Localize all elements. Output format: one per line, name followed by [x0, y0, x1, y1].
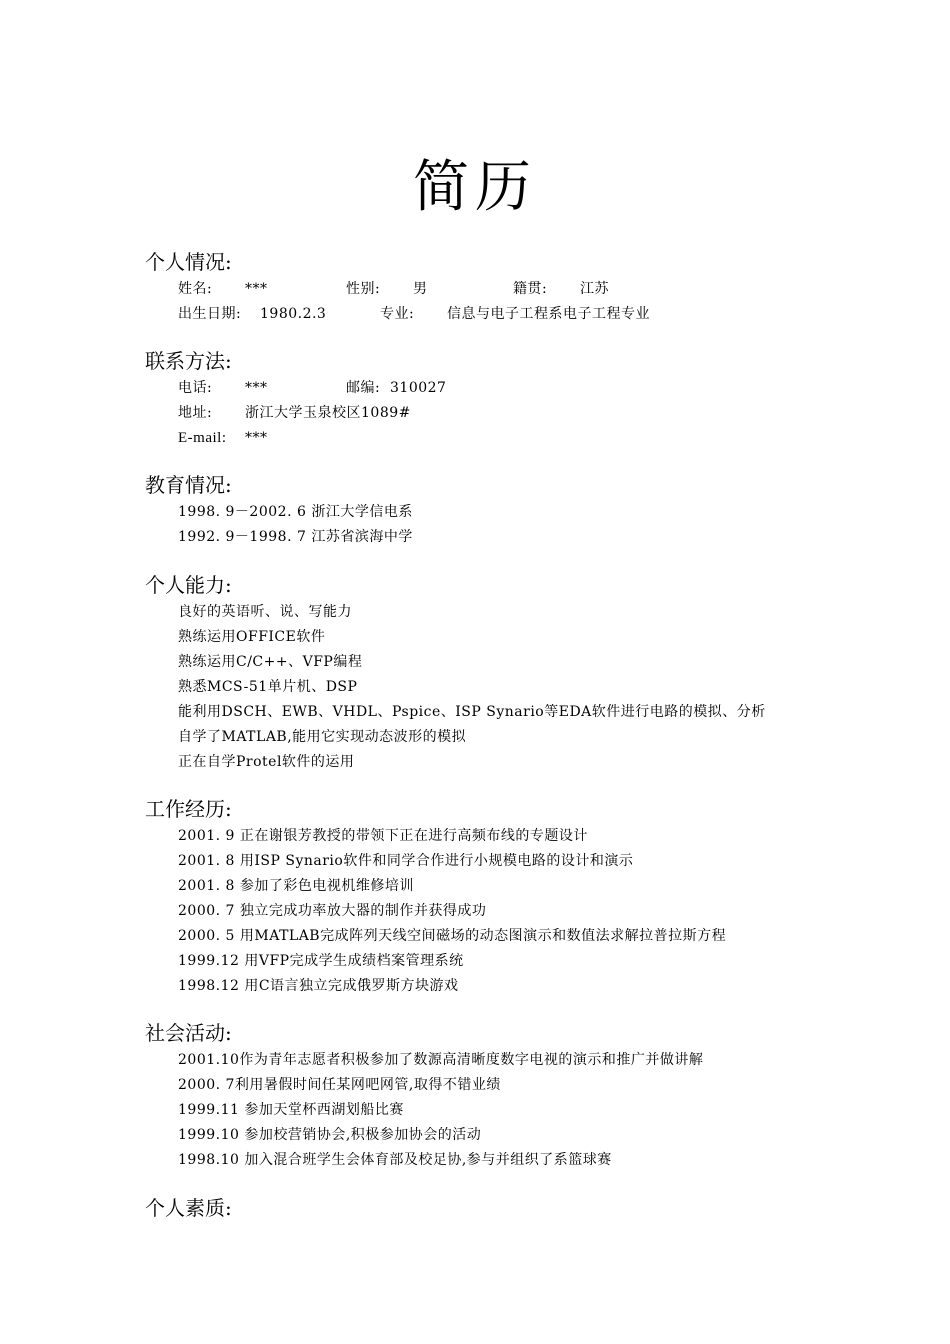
social-item: 2000. 7利用暑假时间任某网吧网管,取得不错业绩	[178, 1077, 501, 1093]
work-heading: 工作经历:	[145, 797, 232, 821]
phone-value: ***	[245, 380, 268, 396]
ability-item: 自学了MATLAB,能用它实现动态波形的模拟	[178, 729, 467, 745]
social-item: 1999.11 参加天堂杯西湖划船比赛	[178, 1102, 404, 1118]
resume-title: 简历	[413, 155, 537, 220]
education-item: 1992. 9－1998. 7 江苏省滨海中学	[178, 529, 413, 545]
personal-heading: 个人情况:	[145, 250, 232, 274]
contact-heading: 联系方法:	[145, 349, 232, 373]
native-place-value: 江苏	[580, 281, 609, 297]
section-contact	[145, 348, 890, 451]
ability-item: 熟悉MCS-51单片机、DSP	[178, 679, 358, 695]
work-item: 2000. 7 独立完成功率放大器的制作并获得成功	[178, 903, 487, 919]
work-item: 2001. 9 正在谢银芳教授的带领下正在进行高频布线的专题设计	[178, 828, 588, 844]
quality-heading: 个人素质:	[145, 1196, 232, 1220]
address-value: 浙江大学玉泉校区1089#	[245, 405, 411, 421]
education-heading: 教育情况:	[145, 473, 232, 497]
work-item: 1999.12 用VFP完成学生成绩档案管理系统	[178, 953, 464, 969]
major-label: 专业:	[380, 306, 415, 322]
section-abilities	[145, 572, 890, 775]
contact-row-3	[178, 426, 890, 451]
birth-label: 出生日期:	[178, 306, 242, 322]
social-heading: 社会活动:	[145, 1021, 232, 1045]
contact-row-1	[178, 376, 890, 401]
section-social	[145, 1020, 890, 1173]
zip-label: 邮编:	[346, 380, 381, 396]
personal-row-1	[178, 277, 890, 302]
work-item: 1998.12 用C语言独立完成俄罗斯方块游戏	[178, 978, 459, 994]
native-place-label: 籍贯:	[513, 281, 548, 297]
gender-value: 男	[413, 281, 428, 297]
work-item: 2001. 8 用ISP Synario软件和同学合作进行小规模电路的设计和演示	[178, 853, 634, 869]
personal-row-2	[178, 302, 890, 327]
ability-item: 正在自学Protel软件的运用	[178, 754, 355, 770]
email-label: E-mail:	[178, 430, 227, 446]
ability-item: 能利用DSCH、EWB、VHDL、Pspice、ISP Synario等EDA软件进行电路的模拟、分析	[178, 704, 766, 720]
section-quality	[145, 1195, 890, 1223]
education-item: 1998. 9－2002. 6 浙江大学信电系	[178, 504, 413, 520]
section-work	[145, 796, 890, 999]
social-item: 1998.10 加入混合班学生会体育部及校足协,参与并组织了系篮球赛	[178, 1152, 612, 1168]
name-value: ***	[245, 281, 268, 297]
name-label: 姓名:	[178, 281, 213, 297]
ability-item: 熟练运用C/C++、VFP编程	[178, 654, 363, 670]
major-value: 信息与电子工程系电子工程专业	[447, 306, 650, 322]
email-value: ***	[245, 430, 268, 446]
work-item: 2000. 5 用MATLAB完成阵列天线空间磁场的动态图演示和数值法求解拉普拉斯方程	[178, 928, 727, 944]
birth-value: 1980.2.3	[260, 306, 327, 322]
social-item: 1999.10 参加校营销协会,积极参加协会的活动	[178, 1127, 482, 1143]
section-personal	[145, 249, 890, 327]
ability-item: 熟练运用OFFICE软件	[178, 629, 326, 645]
abilities-heading: 个人能力:	[145, 573, 232, 597]
section-education	[145, 472, 890, 550]
address-label: 地址:	[178, 405, 213, 421]
ability-item: 良好的英语听、说、写能力	[178, 604, 352, 620]
phone-label: 电话:	[178, 380, 213, 396]
work-item: 2001. 8 参加了彩色电视机维修培训	[178, 878, 414, 894]
gender-label: 性别:	[346, 281, 381, 297]
zip-value: 310027	[390, 380, 447, 396]
contact-row-2	[178, 401, 890, 426]
social-item: 2001.10作为青年志愿者积极参加了数源高清晰度数字电视的演示和推广并做讲解	[178, 1052, 704, 1068]
